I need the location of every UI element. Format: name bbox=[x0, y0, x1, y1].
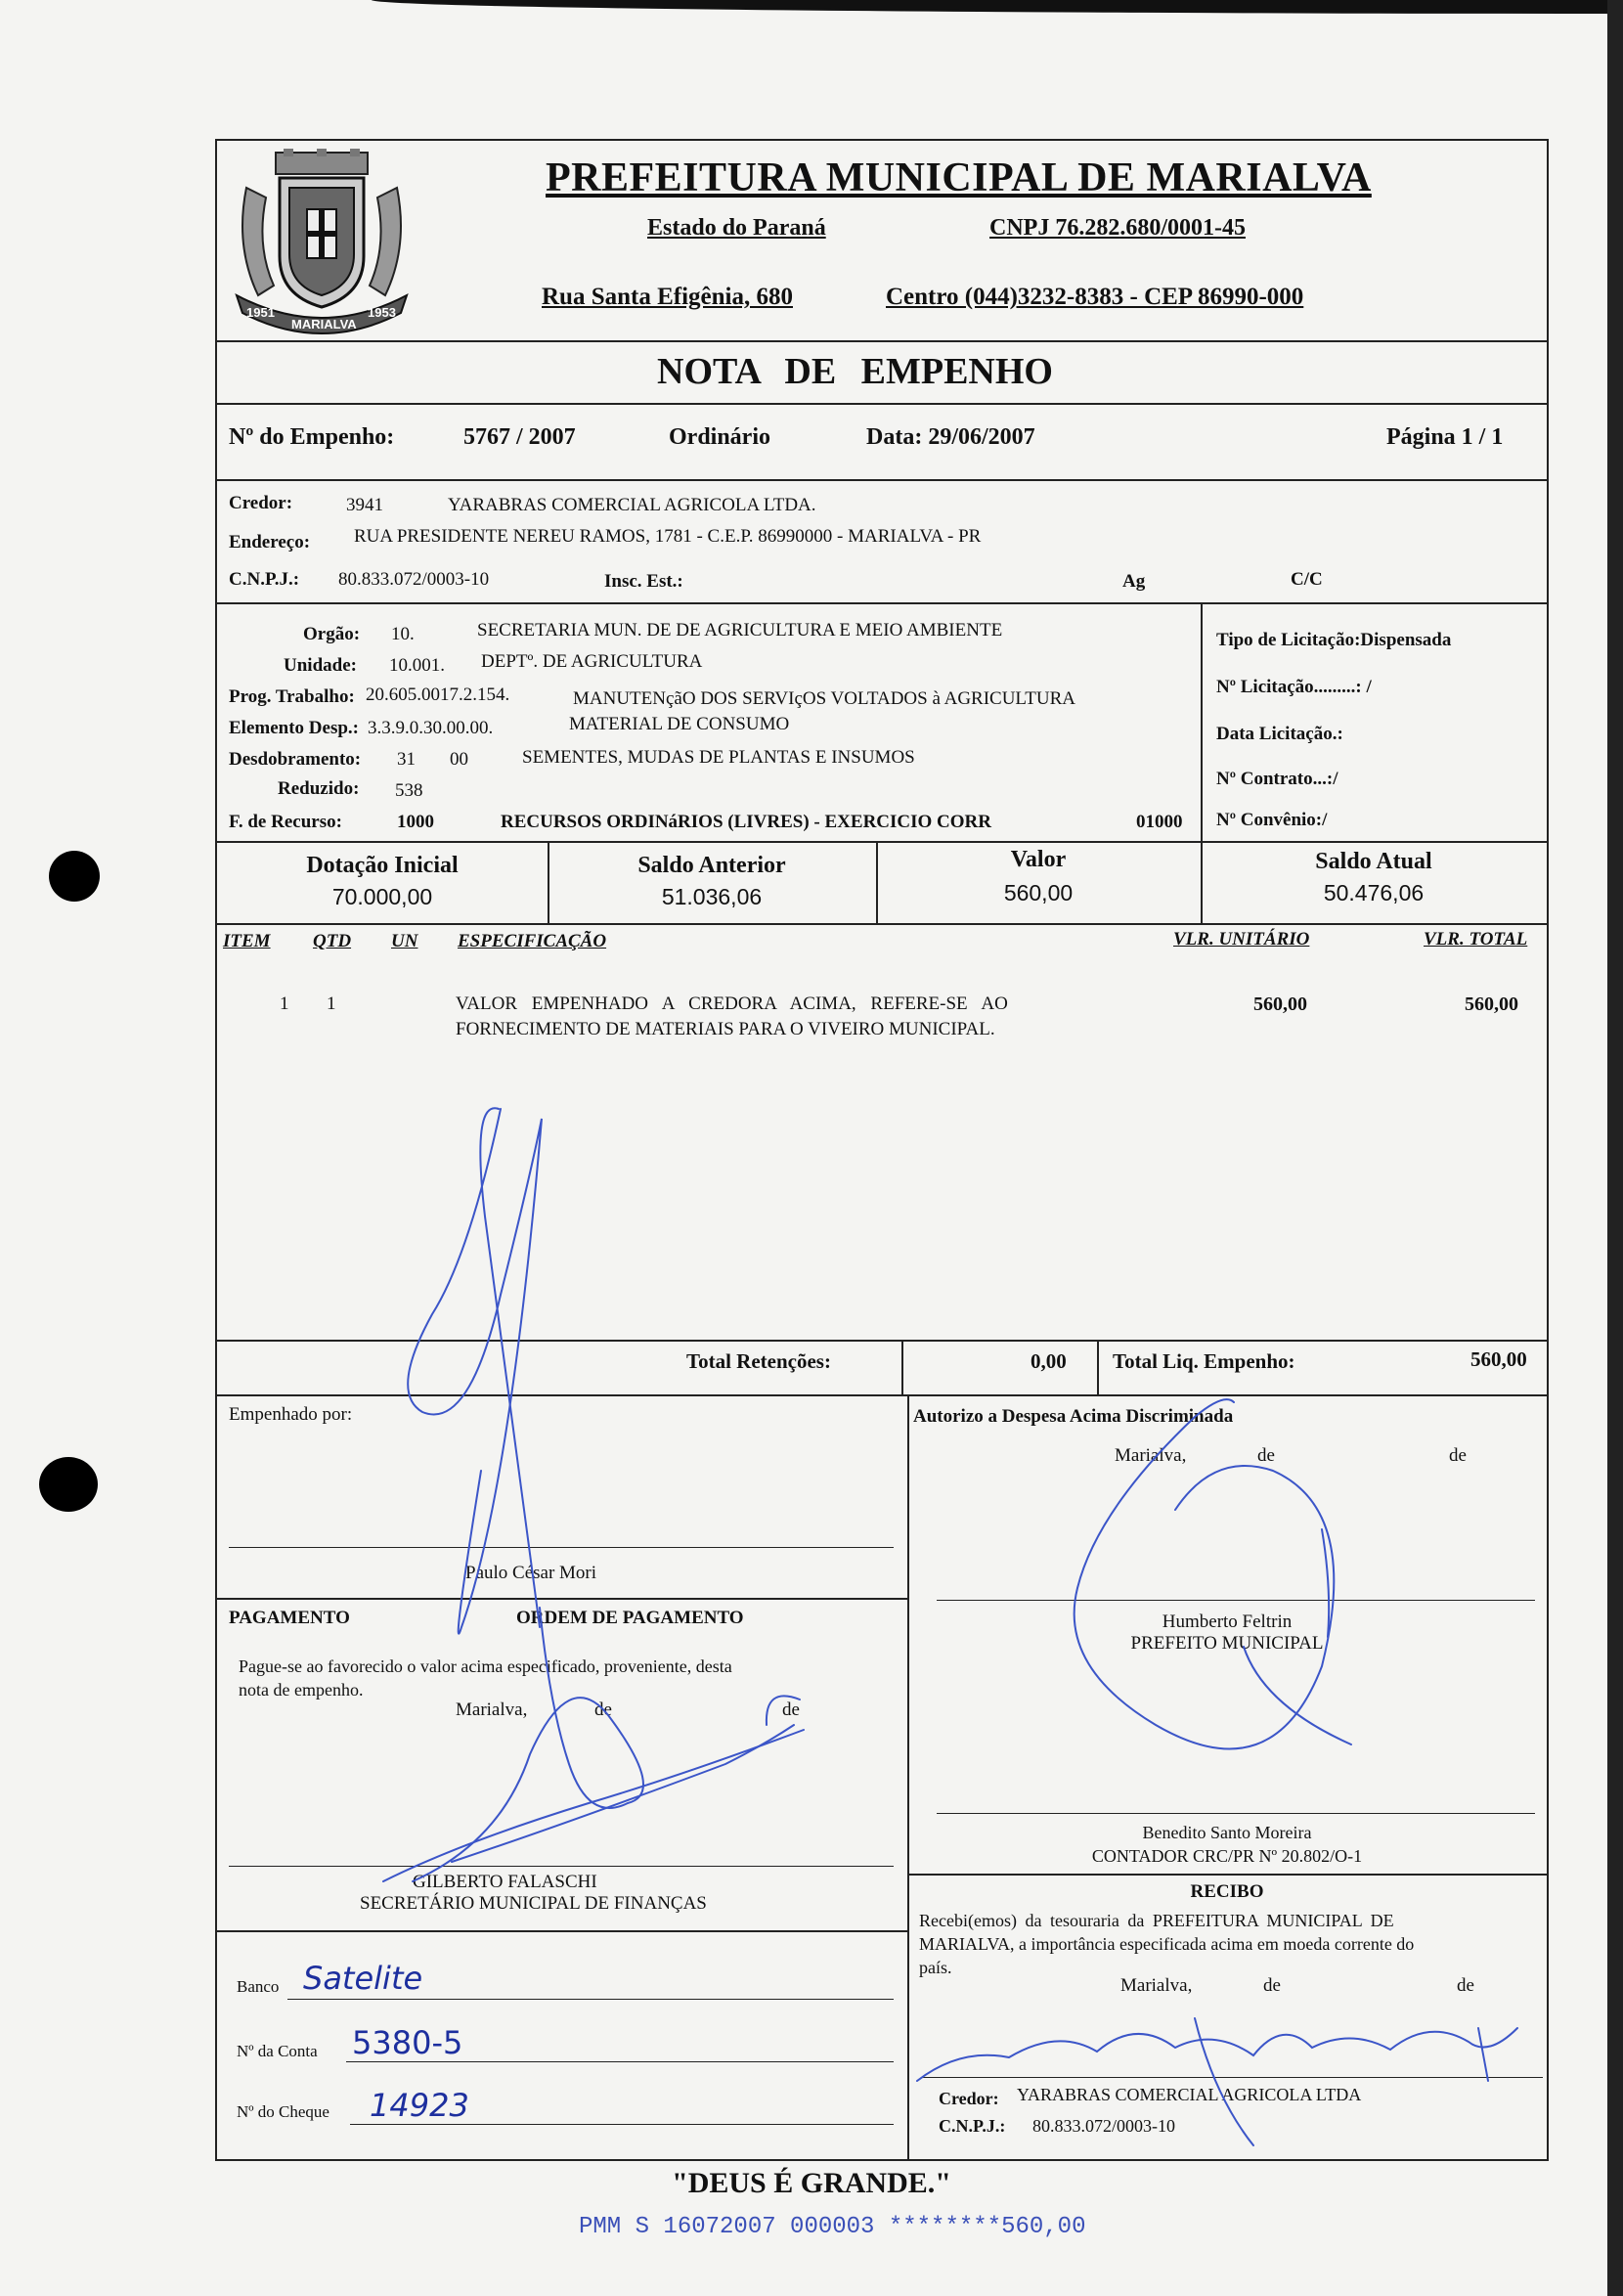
doc-title: NOTA DE EMPENHO bbox=[657, 351, 1053, 392]
recurso-label: F. de Recurso: bbox=[229, 812, 342, 832]
endereco-label: Endereço: bbox=[229, 532, 311, 552]
elemento-desc: MATERIAL DE CONSUMO bbox=[569, 714, 790, 734]
empenho-tipo: Ordinário bbox=[669, 424, 771, 450]
crest-year-left: 1951 bbox=[246, 305, 275, 320]
ink-signatures bbox=[217, 141, 1547, 2159]
empenho-data: Data: 29/06/2007 bbox=[866, 424, 1035, 450]
nota-de-empenho-form bbox=[215, 139, 1549, 2161]
unidade-label: Unidade: bbox=[284, 655, 357, 676]
autorizo-de1: de bbox=[1257, 1445, 1275, 1466]
valor-value: 560,00 bbox=[1003, 880, 1074, 905]
recibo-city: Marialva, bbox=[1120, 1975, 1193, 1996]
dotacao-label: Dotação Inicial bbox=[306, 853, 459, 878]
cheque-value: 14923 bbox=[370, 2087, 469, 2124]
credor-name: YARABRAS COMERCIAL AGRICOLA LTDA. bbox=[448, 495, 816, 515]
autorizo-de2: de bbox=[1449, 1445, 1467, 1466]
recibo-text-line1: Recebi(emos) da tesouraria da PREFEITURA MUNICIPAL DE bbox=[919, 1911, 1394, 1930]
desdobramento-code2: 00 bbox=[450, 749, 468, 770]
recibo-credor-label: Credor: bbox=[939, 2089, 999, 2108]
elemento-code: 3.3.9.0.30.00.00. bbox=[368, 718, 494, 738]
orgao-code: 10. bbox=[391, 624, 415, 644]
item-1-qtd: 1 bbox=[327, 993, 336, 1014]
crest-year-right: 1953 bbox=[368, 305, 396, 320]
recibo-cnpj-label: C.N.P.J.: bbox=[939, 2116, 1006, 2136]
saldo-atual-label: Saldo Atual bbox=[1315, 849, 1432, 874]
saldo-anterior-label: Saldo Anterior bbox=[637, 853, 786, 878]
numero-licitacao: Nº Licitação.........: / bbox=[1216, 677, 1372, 697]
header-title: PREFEITURA MUNICIPAL DE MARIALVA bbox=[546, 155, 1372, 200]
prefeito-title: PREFEITO MUNICIPAL bbox=[1130, 1633, 1324, 1654]
item-1-unit: 560,00 bbox=[1253, 993, 1307, 1015]
col-vlr-unitario: VLR. UNITÁRIO bbox=[1173, 929, 1310, 949]
credor-code: 3941 bbox=[346, 495, 383, 515]
pagamento-label: PAGAMENTO bbox=[229, 1608, 350, 1628]
contador-title: CONTADOR CRC/PR Nº 20.802/O-1 bbox=[1091, 1846, 1363, 1866]
footer-stamp: PMM S 16072007 000003 ********560,00 bbox=[579, 2214, 1086, 2240]
prog-label: Prog. Trabalho: bbox=[229, 686, 355, 707]
col-qtd: QTD bbox=[313, 931, 352, 951]
recibo-de1: de bbox=[1263, 1975, 1281, 1996]
prog-desc: MANUTENçãO DOS SERVIçOS VOLTADOS à AGRICULTURA bbox=[573, 688, 1076, 709]
banco-value: Satelite bbox=[303, 1960, 423, 1997]
credor-cnpj-value: 80.833.072/0003-10 bbox=[338, 569, 490, 590]
saldo-atual-value: 50.476,06 bbox=[1323, 880, 1425, 905]
col-especificacao: ESPECIFICAÇÃO bbox=[458, 931, 607, 951]
ordem-de1: de bbox=[594, 1700, 612, 1720]
header-contact: Centro (044)3232-8383 - CEP 86990-000 bbox=[886, 284, 1304, 310]
total-retencoes-label: Total Retenções: bbox=[686, 1349, 831, 1373]
header-cnpj: CNPJ 76.282.680/0001-45 bbox=[989, 215, 1246, 241]
col-un: UN bbox=[391, 931, 418, 951]
unidade-desc: DEPTº. DE AGRICULTURA bbox=[481, 651, 703, 672]
insc-est-label: Insc. Est.: bbox=[604, 571, 683, 592]
empenhado-por-name: Paulo César Mori bbox=[465, 1563, 597, 1583]
col-item: ITEM bbox=[223, 931, 271, 951]
footer-motto: "DEUS É GRANDE." bbox=[672, 2167, 951, 2199]
secretario-name: GILBERTO FALASCHI bbox=[413, 1872, 597, 1892]
ordem-city: Marialva, bbox=[456, 1700, 528, 1720]
numero-contrato: Nº Contrato...:/ bbox=[1216, 769, 1338, 789]
desdobramento-desc: SEMENTES, MUDAS DE PLANTAS E INSUMOS bbox=[522, 747, 915, 768]
recibo-credor-name: YARABRAS COMERCIAL AGRICOLA LTDA bbox=[1017, 2085, 1362, 2104]
total-liq-label: Total Liq. Empenho: bbox=[1113, 1349, 1295, 1373]
header-state: Estado do Paraná bbox=[647, 215, 826, 241]
recurso-desc: RECURSOS ORDINáRIOS (LIVRES) - EXERCICIO CORR bbox=[501, 812, 991, 832]
empenho-number: 5767 / 2007 bbox=[463, 424, 576, 450]
tipo-licitacao: Tipo de Licitação:Dispensada bbox=[1216, 630, 1452, 650]
banco-label: Banco bbox=[237, 1977, 280, 1996]
credor-cnpj-label: C.N.P.J.: bbox=[229, 569, 300, 590]
recibo-de2: de bbox=[1457, 1975, 1474, 1996]
scan-edge-top bbox=[372, 0, 1623, 14]
crest-banner-text: MARIALVA bbox=[291, 317, 357, 331]
recurso-code2: 01000 bbox=[1136, 812, 1183, 832]
orgao-desc: SECRETARIA MUN. DE DE AGRICULTURA E MEIO AMBIENTE bbox=[477, 620, 1003, 640]
pagina: Página 1 / 1 bbox=[1386, 424, 1504, 450]
ordem-text-line2: nota de empenho. bbox=[239, 1680, 364, 1700]
ordem-text-line1: Pague-se ao favorecido o valor acima especificado, proveniente, desta bbox=[239, 1656, 732, 1676]
autorizo-label: Autorizo a Despesa Acima Discriminada bbox=[913, 1406, 1234, 1427]
col-vlr-total: VLR. TOTAL bbox=[1424, 929, 1528, 949]
recibo-text-line3: país. bbox=[919, 1958, 952, 1977]
unidade-code: 10.001. bbox=[389, 655, 445, 676]
prog-code: 20.605.0017.2.154. bbox=[366, 684, 510, 705]
orgao-label: Orgão: bbox=[303, 624, 361, 644]
item-1-total: 560,00 bbox=[1465, 993, 1518, 1015]
header-street: Rua Santa Efigênia, 680 bbox=[542, 284, 793, 310]
valor-label: Valor bbox=[1010, 847, 1067, 872]
credor-label: Credor: bbox=[229, 493, 293, 513]
cheque-label: Nº do Cheque bbox=[237, 2102, 329, 2121]
punch-hole-top bbox=[49, 851, 100, 902]
scan-edge-right bbox=[1607, 0, 1623, 2296]
autorizo-city: Marialva, bbox=[1115, 1445, 1187, 1466]
desdobramento-label: Desdobramento: bbox=[229, 749, 362, 770]
item-1-desc-line1: VALOR EMPENHADO A CREDORA ACIMA, REFERE-SE AO bbox=[456, 993, 1008, 1014]
secretario-title: SECRETÁRIO MUNICIPAL DE FINANÇAS bbox=[360, 1893, 707, 1914]
reduzido-value: 538 bbox=[395, 780, 423, 801]
desdobramento-code: 31 bbox=[397, 749, 416, 770]
recibo-label: RECIBO bbox=[1190, 1881, 1264, 1902]
elemento-label: Elemento Desp.: bbox=[229, 718, 359, 738]
dotacao-value: 70.000,00 bbox=[331, 884, 433, 909]
empenhado-por-label: Empenhado por: bbox=[229, 1404, 353, 1425]
cc-label: C/C bbox=[1291, 569, 1323, 590]
empenho-label: Nº do Empenho: bbox=[229, 424, 395, 450]
saldo-anterior-value: 51.036,06 bbox=[661, 884, 763, 909]
item-1-number: 1 bbox=[280, 993, 289, 1014]
recibo-cnpj-value: 80.833.072/0003-10 bbox=[1032, 2116, 1175, 2136]
numero-convenio: Nº Convênio:/ bbox=[1216, 810, 1328, 830]
item-1-desc-line2: FORNECIMENTO DE MATERIAIS PARA O VIVEIRO MUNICIPAL. bbox=[456, 1019, 995, 1039]
conta-label: Nº da Conta bbox=[237, 2042, 318, 2060]
recurso-code: 1000 bbox=[397, 812, 434, 832]
reduzido-label: Reduzido: bbox=[278, 778, 360, 799]
endereco-value: RUA PRESIDENTE NEREU RAMOS, 1781 - C.E.P. 86990000 - MARIALVA - PR bbox=[354, 526, 982, 547]
ordem-pagamento-label: ORDEM DE PAGAMENTO bbox=[516, 1608, 744, 1628]
recibo-text-line2: MARIALVA, a importância especificada acima em moeda corrente do bbox=[919, 1934, 1415, 1954]
conta-value: 5380-5 bbox=[352, 2024, 463, 2061]
total-retencoes-value: 0,00 bbox=[1031, 1349, 1067, 1373]
prefeito-name: Humberto Feltrin bbox=[1162, 1612, 1293, 1632]
data-licitacao: Data Licitação.: bbox=[1216, 724, 1343, 744]
punch-hole-bottom bbox=[39, 1457, 98, 1512]
contador-name: Benedito Santo Moreira bbox=[1142, 1823, 1312, 1842]
ag-label: Ag bbox=[1122, 571, 1146, 592]
total-liq-value: 560,00 bbox=[1470, 1347, 1527, 1371]
ordem-de2: de bbox=[782, 1700, 800, 1720]
